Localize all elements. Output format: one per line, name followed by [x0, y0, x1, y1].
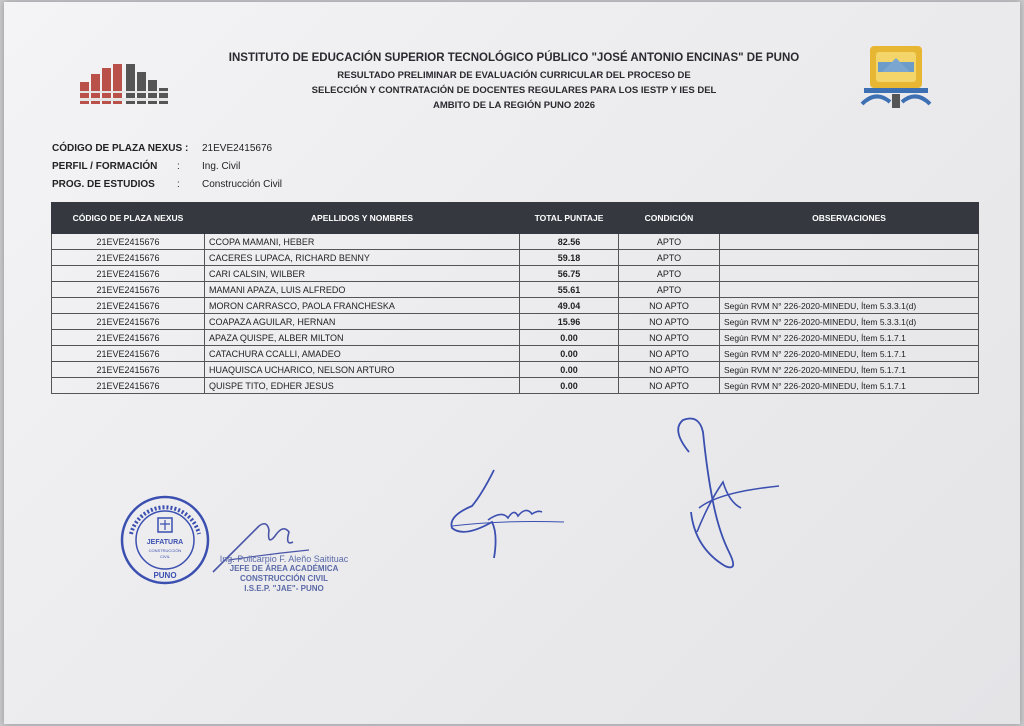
profile-label: PERFIL / FORMACIÓN	[52, 161, 158, 172]
cell-code: 21EVE2415676	[52, 266, 205, 282]
cell-score: 56.75	[520, 266, 619, 282]
cell-code: 21EVE2415676	[52, 234, 205, 250]
header-line-2: RESULTADO PRELIMINAR DE EVALUACIÓN CURRICULAR DEL PROCESO DE	[337, 70, 691, 81]
col-header-condition: CONDICIÓN	[619, 203, 720, 234]
cell-observation: Según RVM N° 226-2020-MINEDU, Ítem 5.1.7.1	[720, 378, 979, 394]
cell-condition: APTO	[619, 250, 720, 266]
cell-score: 59.18	[520, 250, 619, 266]
header-line-3: SELECCIÓN Y CONTRATACIÓN DE DOCENTES REGULARES PARA LOS IESTP Y IES DEL	[311, 85, 717, 96]
col-header-code: CÓDIGO DE PLAZA NEXUS	[52, 203, 205, 234]
signatory-institute: I.S.E.P. "JAE"- PUNO	[244, 584, 324, 593]
cell-code: 21EVE2415676	[52, 346, 205, 362]
cell-name: APAZA QUISPE, ALBER MILTON	[205, 330, 520, 346]
cell-code: 21EVE2415676	[52, 250, 205, 266]
cell-score: 15.96	[520, 314, 619, 330]
cell-code: 21EVE2415676	[52, 298, 205, 314]
svg-text:CIVIL: CIVIL	[159, 554, 171, 559]
program-separator: :	[177, 179, 180, 190]
cell-name: CATACHURA CCALLI, AMADEO	[205, 346, 520, 362]
meta-code-row	[52, 140, 282, 158]
table-row	[52, 346, 979, 362]
cell-score: 0.00	[520, 378, 619, 394]
cell-condition: NO APTO	[619, 314, 720, 330]
cell-code: 21EVE2415676	[52, 378, 205, 394]
institute-logo	[856, 44, 936, 116]
table-row	[52, 362, 979, 378]
table-row	[52, 234, 979, 250]
cell-name: MAMANI APAZA, LUIS ALFREDO	[205, 282, 520, 298]
profile-value: Ing. Civil	[202, 161, 241, 172]
cell-observation	[720, 250, 979, 266]
program-value: Construcción Civil	[202, 179, 283, 190]
cell-score: 0.00	[520, 346, 619, 362]
table-row	[52, 266, 979, 282]
meta-program-row	[52, 176, 282, 194]
cell-condition: NO APTO	[619, 330, 720, 346]
code-value: 21EVE2415676	[202, 143, 273, 154]
cell-score: 0.00	[520, 362, 619, 378]
institution-title: INSTITUTO DE EDUCACIÓN SUPERIOR TECNOLÓGICO PÚBLICO "JOSÉ ANTONIO ENCINAS" DE PUNO	[228, 52, 800, 64]
cell-observation: Según RVM N° 226-2020-MINEDU, Ítem 5.3.3.1(d)	[720, 298, 979, 314]
plaza-metadata	[52, 140, 282, 194]
cell-code: 21EVE2415676	[52, 282, 205, 298]
profile-separator: :	[177, 161, 180, 172]
results-table	[51, 202, 979, 394]
svg-text:PUNO: PUNO	[153, 571, 177, 580]
cell-name: QUISPE TITO, EDHER JESUS	[205, 378, 520, 394]
cell-observation: Según RVM N° 226-2020-MINEDU, Ítem 5.3.3.1(d)	[720, 314, 979, 330]
document-header	[204, 52, 824, 113]
cell-condition: APTO	[619, 234, 720, 250]
signature-middle	[442, 464, 572, 564]
cell-code: 21EVE2415676	[52, 362, 205, 378]
cell-observation	[720, 266, 979, 282]
cell-score: 49.04	[520, 298, 619, 314]
signatory-area: CONSTRUCCIÓN CIVIL	[240, 574, 328, 583]
cell-condition: APTO	[619, 266, 720, 282]
cell-condition: NO APTO	[619, 346, 720, 362]
cell-observation: Según RVM N° 226-2020-MINEDU, Ítem 5.1.7.1	[720, 346, 979, 362]
cell-score: 0.00	[520, 330, 619, 346]
svg-text:JEFATURA: JEFATURA	[146, 539, 184, 546]
cell-name: CARI CALSIN, WILBER	[205, 266, 520, 282]
cell-observation: Según RVM N° 226-2020-MINEDU, Ítem 5.1.7.1	[720, 362, 979, 378]
program-label: PROG. DE ESTUDIOS	[52, 179, 155, 190]
cell-score: 55.61	[520, 282, 619, 298]
cell-code: 21EVE2415676	[52, 314, 205, 330]
table-header-row	[52, 203, 979, 234]
signature-right	[669, 412, 789, 572]
cell-condition: NO APTO	[619, 298, 720, 314]
cell-observation: Según RVM N° 226-2020-MINEDU, Ítem 5.1.7.1	[720, 330, 979, 346]
cell-name: CACERES LUPACA, RICHARD BENNY	[205, 250, 520, 266]
cell-observation	[720, 282, 979, 298]
table-row	[52, 250, 979, 266]
table-row	[52, 298, 979, 314]
table-row	[52, 378, 979, 394]
header-line-4: AMBITO DE LA REGIÓN PUNO 2026	[432, 100, 596, 111]
table-row	[52, 282, 979, 298]
ministry-logo	[74, 62, 174, 130]
cell-condition: NO APTO	[619, 378, 720, 394]
meta-profile-row	[52, 158, 282, 176]
cell-name: MORON CARRASCO, PAOLA FRANCHESKA	[205, 298, 520, 314]
cell-observation	[720, 234, 979, 250]
code-label: CÓDIGO DE PLAZA NEXUS :	[52, 143, 189, 154]
signatory-name: Ing. Policarpio F. Aleño Saitituac	[219, 554, 349, 564]
table-row	[52, 314, 979, 330]
cell-name: COAPAZA AGUILAR, HERNAN	[205, 314, 520, 330]
col-header-name: APELLIDOS Y NOMBRES	[205, 203, 520, 234]
cell-condition: APTO	[619, 282, 720, 298]
svg-text:CONSTRUCCIÓN: CONSTRUCCIÓN	[148, 548, 182, 553]
signatory-block	[209, 554, 359, 594]
signatory-role: JEFE DE ÁREA ACADÉMICA	[229, 564, 339, 573]
cell-name: HUAQUISCA UCHARICO, NELSON ARTURO	[205, 362, 520, 378]
cell-condition: NO APTO	[619, 362, 720, 378]
cell-name: CCOPA MAMANI, HEBER	[205, 234, 520, 250]
institution-seal	[119, 494, 211, 586]
col-header-observations: OBSERVACIONES	[720, 203, 979, 234]
cell-code: 21EVE2415676	[52, 330, 205, 346]
document-sheet	[4, 2, 1020, 724]
col-header-score: TOTAL PUNTAJE	[520, 203, 619, 234]
table-row	[52, 330, 979, 346]
cell-score: 82.56	[520, 234, 619, 250]
